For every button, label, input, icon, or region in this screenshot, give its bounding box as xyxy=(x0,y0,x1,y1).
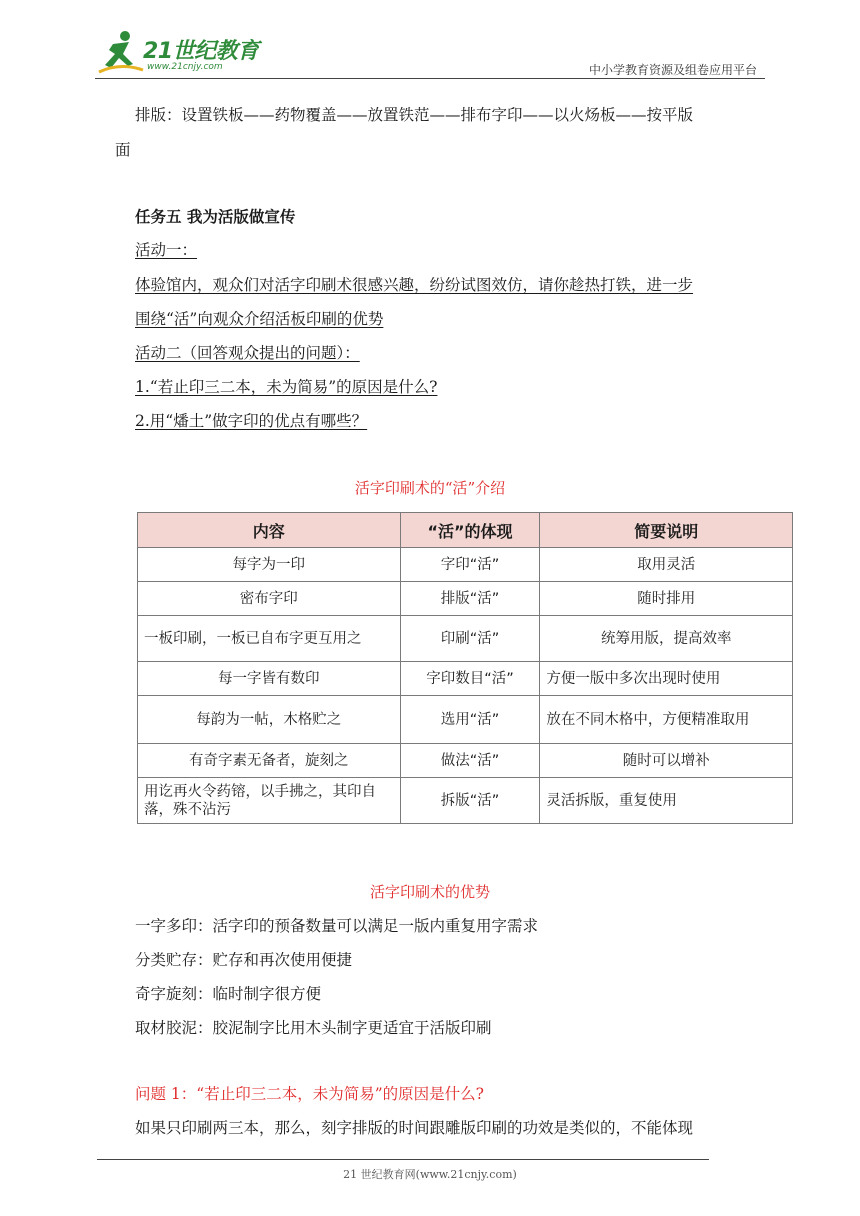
table-row xyxy=(138,548,793,582)
cell-content: 有奇字素无备者，旋刻之 xyxy=(138,744,401,778)
cell-explanation: 放在不同木格中，方便精准取用 xyxy=(540,696,793,744)
cell-content: 每一字皆有数印 xyxy=(138,662,401,696)
header-platform-text: 中小学教育资源及组卷应用平台 xyxy=(588,63,757,77)
table-row xyxy=(138,778,793,824)
activity1-line-1: 体验馆内，观众们对活字印刷术很感兴趣，纷纷试图效仿，请你趁热打铁，进一步 xyxy=(135,276,694,294)
advantage-item: 奇字旋刻：临时制字很方便 xyxy=(135,985,322,1003)
table-row xyxy=(138,696,793,744)
cell-content: 每字为一印 xyxy=(138,548,401,582)
paiban-line-1: 排版：设置铁板——药物覆盖——放置铁范——排布字印——以火炀板——按平版 xyxy=(135,106,694,124)
question-2: 2.用“燔土”做字印的优点有哪些？ xyxy=(135,412,368,430)
huo-intro-table xyxy=(137,512,793,824)
cell-explanation: 随时排用 xyxy=(540,582,793,616)
paiban-line-2: 面 xyxy=(115,141,131,159)
activity2-label: 活动二（回答观众提出的问题）： xyxy=(135,344,360,362)
advantage-item: 一字多印：活字印的预备数量可以满足一版内重复用字需求 xyxy=(135,917,539,935)
page-header xyxy=(95,28,765,80)
answer-q1-title: 问题 1：“若止印三二本，未为简易”的原因是什么? xyxy=(135,1085,484,1103)
task5-title: 任务五 我为活版做宣传 xyxy=(135,207,296,226)
cell-explanation: 统筹用版，提高效率 xyxy=(540,616,793,662)
cell-huo: 字印数目“活” xyxy=(400,662,540,696)
footer-text: 21 世纪教育网(www.21cnjy.com) xyxy=(343,1168,517,1181)
cell-explanation: 随时可以增补 xyxy=(540,744,793,778)
table-title: 活字印刷术的“活”介绍 xyxy=(354,479,506,497)
activity1-label: 活动一： xyxy=(135,241,198,259)
runner-logo-icon xyxy=(95,28,145,76)
table-row xyxy=(138,582,793,616)
logo xyxy=(95,28,265,78)
cell-explanation: 灵活拆版，重复使用 xyxy=(540,778,793,824)
cell-explanation: 方便一版中多次出现时使用 xyxy=(540,662,793,696)
cell-huo: 排版“活” xyxy=(400,582,540,616)
table-row xyxy=(138,662,793,696)
cell-content: 密布字印 xyxy=(138,582,401,616)
logo-text: 21世纪教育 xyxy=(143,39,259,64)
cell-huo: 做法“活” xyxy=(400,744,540,778)
cell-huo: 拆版“活” xyxy=(400,778,540,824)
cell-content: 用讫再火令药镕，以手拂之，其印自落，殊不沾污 xyxy=(138,778,401,824)
answer-q1-text: 如果只印刷两三本，那么，刻字排版的时间跟雕版印刷的功效是类似的，不能体现 xyxy=(135,1119,694,1137)
advantage-item: 分类贮存：贮存和再次使用便捷 xyxy=(135,951,353,969)
cell-huo: 选用“活” xyxy=(400,696,540,744)
header-explanation: 简要说明 xyxy=(540,513,793,548)
cell-explanation: 取用灵活 xyxy=(540,548,793,582)
question-1: 1.“若止印三二本，未为简易”的原因是什么? xyxy=(135,378,438,396)
header-divider xyxy=(95,78,765,79)
activity1-line-2: 围绕“活”向观众介绍活板印刷的优势 xyxy=(135,310,384,328)
advantages-title: 活字印刷术的优势 xyxy=(369,883,490,901)
advantage-item: 取材胶泥：胶泥制字比用木头制字更适宜于活版印刷 xyxy=(135,1019,492,1037)
cell-content: 每韵为一帖，木格贮之 xyxy=(138,696,401,744)
header-huo: “活”的体现 xyxy=(400,513,540,548)
table-header-row xyxy=(138,513,793,548)
cell-huo: 字印“活” xyxy=(400,548,540,582)
header-content: 内容 xyxy=(138,513,401,548)
cell-content: 一板印刷，一板已自布字更互用之 xyxy=(138,616,401,662)
table-row xyxy=(138,616,793,662)
footer-divider xyxy=(97,1159,709,1160)
cell-huo: 印刷“活” xyxy=(400,616,540,662)
table-row xyxy=(138,744,793,778)
logo-url: www.21cnjy.com xyxy=(147,62,223,72)
